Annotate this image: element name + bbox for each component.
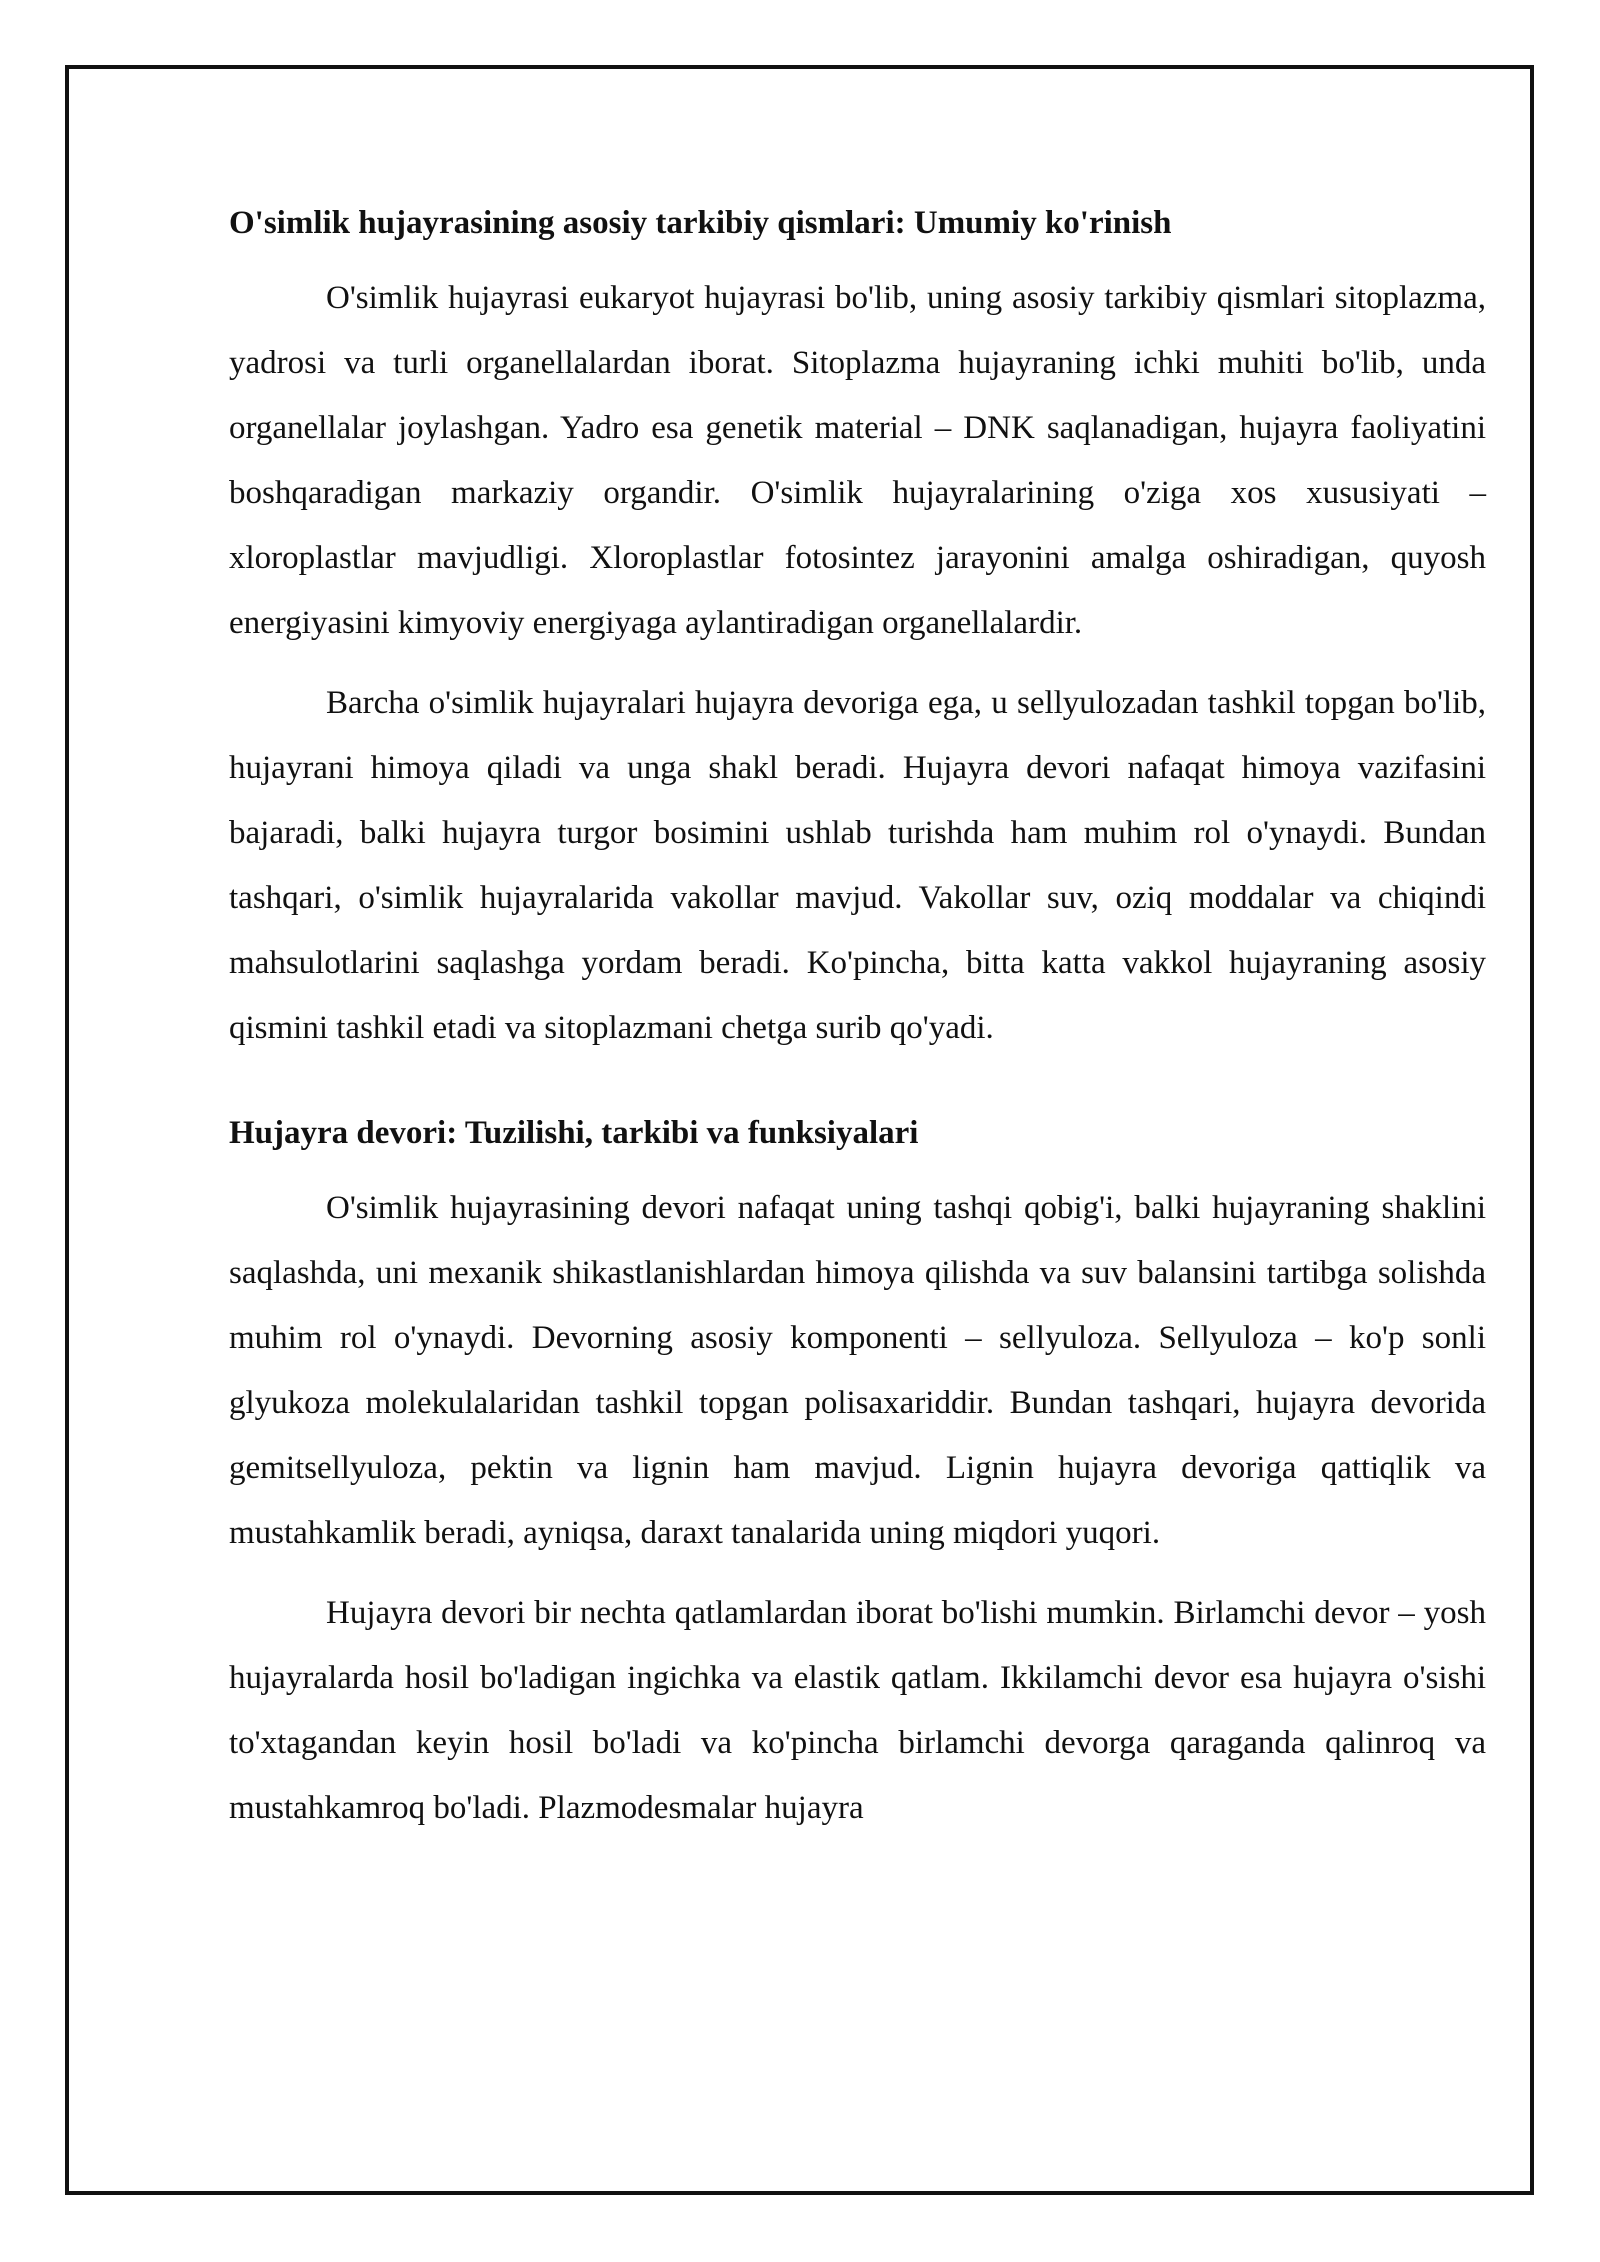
section-spacer bbox=[229, 1076, 1486, 1108]
paragraph: O'simlik hujayrasining devori nafaqat uning tashqi qobig'i, balki hujayraning shaklini saqlashda, uni mexanik shikastlanishlardan himoya qilishda va suv balansini tartibga solishda muhim rol o'ynaydi. Devorning asosiy komponenti – sellyuloza. Sellyuloza – ko'p sonli glyukoza molekulalaridan tashkil topgan polisaxariddir. Bundan tashqari, hujayra devorida gemitsellyuloza, pektin va lignin ham mavjud. Lignin hujayra devoriga qattiqlik va mustahkamlik beradi, ayniqsa, daraxt tanalarida uning miqdori yuqori. bbox=[229, 1190, 1486, 1551]
section-heading-plant-cell-overview: O'simlik hujayrasining asosiy tarkibiy qismlari: Umumiy ko'rinish bbox=[229, 205, 1172, 241]
section-heading-cell-wall: Hujayra devori: Tuzilishi, tarkibi va funksiyalari bbox=[229, 1115, 919, 1151]
paragraph: Hujayra devori bir nechta qatlamlardan iborat bo'lishi mumkin. Birlamchi devor – yosh hujayralarda hosil bo'ladigan ingichka va elastik qatlam. Ikkilamchi devor esa hujayra o'sishi to'xtagandan keyin hosil bo'ladi va ko'pincha birlamchi devorga qaraganda qalinroq va mustahkamroq bo'ladi. Plazmodesmalar hujayra bbox=[229, 1595, 1486, 1826]
paragraph: O'simlik hujayrasi eukaryot hujayrasi bo'lib, uning asosiy tarkibiy qismlari sitoplazma, yadrosi va turli organellalardan iborat. Sitoplazma hujayraning ichki muhiti bo'lib, unda organellalar joylashgan. Yadro esa genetik material – DNK saqlanadigan, hujayra faoliyatini boshqaradigan markaziy organdir. O'simlik hujayralarining o'ziga xos xususiyati – xloroplastlar mavjudligi. Xloroplastlar fotosintez jarayonini amalga oshiradigan, quyosh energiyasini kimyoviy energiyaga aylantiradigan organellalardir. bbox=[229, 280, 1486, 641]
document-body bbox=[229, 198, 1486, 1856]
paragraph: Barcha o'simlik hujayralari hujayra devoriga ega, u sellyulozadan tashkil topgan bo'lib, hujayrani himoya qiladi va unga shakl beradi. Hujayra devori nafaqat himoya vazifasini bajaradi, balki hujayra turgor bosimini ushlab turishda ham muhim rol o'ynaydi. Bundan tashqari, o'simlik hujayralarida vakollar mavjud. Vakollar suv, oziq moddalar va chiqindi mahsulotlarini saqlashga yordam beradi. Ko'pincha, bitta katta vakkol hujayraning asosiy qismini tashkil etadi va sitoplazmani chetga surib qo'yadi. bbox=[229, 685, 1486, 1046]
